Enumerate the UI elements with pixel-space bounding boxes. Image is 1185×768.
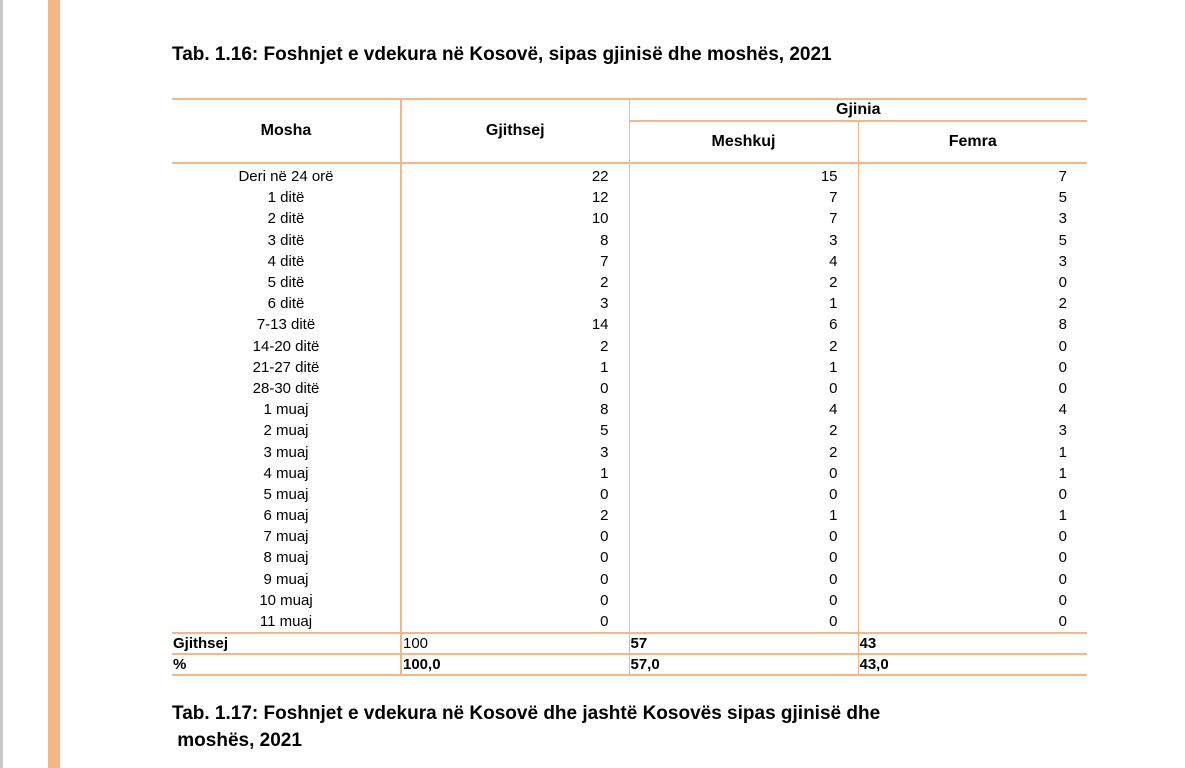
- row-total-cell: 2: [401, 336, 629, 357]
- row-age-cell: 2 ditë: [172, 208, 401, 229]
- row-male-cell: 4: [629, 399, 858, 420]
- table-percent-row: [172, 654, 1087, 675]
- row-male-cell: 0: [629, 611, 858, 633]
- row-total-cell: 0: [401, 526, 629, 547]
- table-row: [172, 590, 1087, 611]
- row-female-cell: 1: [1058, 507, 1068, 525]
- row-age-cell: 5 ditë: [172, 272, 401, 293]
- row-age-cell: 3 ditë: [172, 230, 401, 251]
- table-row: [172, 251, 1087, 272]
- row-total-cell: 3: [401, 441, 629, 462]
- table-row: [172, 230, 1087, 251]
- next-table-title-line1: Tab. 1.17: Foshnjet e vdekura në Kosovë dhe jashtë Kosovës sipas gjinisë dhe: [172, 703, 881, 724]
- row-male-cell: 6: [629, 314, 858, 335]
- table-row: [172, 163, 1087, 187]
- row-age-cell: 7-13 ditë: [172, 314, 401, 335]
- table-row: [172, 208, 1087, 229]
- next-table-title: [172, 700, 880, 754]
- row-age-cell: 21-27 ditë: [172, 357, 401, 378]
- row-age-cell: 8 muaj: [172, 547, 401, 568]
- row-total-cell: 10: [401, 208, 629, 229]
- row-male-cell: 7: [629, 187, 858, 208]
- row-female-cell: 0: [1058, 528, 1068, 546]
- row-male-cell: 1: [629, 505, 858, 526]
- table-row: [172, 399, 1087, 420]
- row-age-cell: Deri në 24 orë: [172, 163, 401, 187]
- row-female-cell: 0: [1058, 591, 1068, 609]
- percent-row-label: %: [172, 654, 401, 675]
- table-total-row: [172, 633, 1087, 654]
- row-male-cell: 3: [629, 230, 858, 251]
- row-total-cell: 12: [401, 187, 629, 208]
- next-table-title-line2: moshës, 2021: [172, 730, 302, 751]
- page-accent-bar: [48, 0, 60, 768]
- total-row-label: Gjithsej: [172, 633, 401, 654]
- row-male-cell: 1: [629, 357, 858, 378]
- row-total-cell: 1: [401, 463, 629, 484]
- row-total-cell: 1: [401, 357, 629, 378]
- row-total-cell: 3: [401, 293, 629, 314]
- row-male-cell: 0: [629, 547, 858, 568]
- row-total-cell: 2: [401, 505, 629, 526]
- row-total-cell: 0: [401, 611, 629, 633]
- row-male-cell: 0: [629, 526, 858, 547]
- row-female-cell: 0: [1058, 549, 1068, 567]
- row-total-cell: 5: [401, 420, 629, 441]
- row-female-cell: 1: [1058, 464, 1068, 482]
- row-male-cell: 15: [629, 163, 858, 187]
- row-male-cell: 2: [629, 272, 858, 293]
- row-male-cell: 7: [629, 208, 858, 229]
- row-age-cell: 6 ditë: [172, 293, 401, 314]
- row-total-cell: 22: [401, 163, 629, 187]
- percent-row-female: 43,0: [858, 654, 1087, 675]
- header-age: Mosha: [172, 99, 401, 163]
- table-row: [172, 526, 1087, 547]
- table-body: [172, 163, 1087, 633]
- row-female-cell: 0: [1058, 379, 1068, 397]
- row-age-cell: 3 muaj: [172, 441, 401, 462]
- table-row: [172, 463, 1087, 484]
- row-female-cell: 7: [1058, 168, 1068, 186]
- row-total-cell: 14: [401, 314, 629, 335]
- row-age-cell: 1 ditë: [172, 187, 401, 208]
- row-female-cell: 0: [1058, 570, 1068, 588]
- row-total-cell: 0: [401, 484, 629, 505]
- row-total-cell: 0: [401, 569, 629, 590]
- table-row: [172, 484, 1087, 505]
- row-age-cell: 1 muaj: [172, 399, 401, 420]
- row-age-cell: 28-30 ditë: [172, 378, 401, 399]
- row-total-cell: 0: [401, 547, 629, 568]
- header-total: Gjithsej: [401, 99, 629, 163]
- table-row: [172, 569, 1087, 590]
- row-female-cell: 1: [1058, 443, 1068, 461]
- percent-row-male: 57,0: [629, 654, 858, 675]
- row-total-cell: 2: [401, 272, 629, 293]
- deaths-by-age-gender-table: [172, 98, 1087, 676]
- row-total-cell: 8: [401, 230, 629, 251]
- row-male-cell: 1: [629, 293, 858, 314]
- row-male-cell: 0: [629, 484, 858, 505]
- table-row: [172, 314, 1087, 335]
- row-female-cell: 0: [1058, 485, 1068, 503]
- row-male-cell: 2: [629, 420, 858, 441]
- table-row: [172, 611, 1087, 633]
- row-female-cell: 2: [1058, 295, 1068, 313]
- row-total-cell: 8: [401, 399, 629, 420]
- row-female-cell: 0: [1058, 337, 1068, 355]
- row-total-cell: 7: [401, 251, 629, 272]
- row-female-cell: 3: [1058, 252, 1068, 270]
- row-age-cell: 9 muaj: [172, 569, 401, 590]
- row-male-cell: 0: [629, 463, 858, 484]
- row-age-cell: 6 muaj: [172, 505, 401, 526]
- page-left-rule: [0, 0, 3, 768]
- header-female: Femra: [858, 121, 1087, 163]
- row-female-cell: 5: [1058, 231, 1068, 249]
- row-male-cell: 2: [629, 336, 858, 357]
- table-row: [172, 272, 1087, 293]
- row-female-cell: 0: [1058, 358, 1068, 376]
- header-gender-group: Gjinia: [629, 99, 1087, 121]
- table-row: [172, 420, 1087, 441]
- table-row: [172, 505, 1087, 526]
- row-female-cell: 3: [1058, 210, 1068, 228]
- percent-row-total: 100,0: [401, 654, 629, 675]
- row-age-cell: 4 muaj: [172, 463, 401, 484]
- total-row-female: 43: [858, 633, 1087, 654]
- row-female-cell: 5: [1058, 189, 1068, 207]
- table-row: [172, 336, 1087, 357]
- row-total-cell: 0: [401, 590, 629, 611]
- table-row: [172, 357, 1087, 378]
- row-male-cell: 0: [629, 590, 858, 611]
- row-female-cell: 3: [1058, 422, 1068, 440]
- row-age-cell: 4 ditë: [172, 251, 401, 272]
- row-female-cell: 0: [1058, 613, 1068, 631]
- row-female-cell: 4: [1058, 401, 1068, 419]
- row-age-cell: 14-20 ditë: [172, 336, 401, 357]
- table-row: [172, 441, 1087, 462]
- row-age-cell: 2 muaj: [172, 420, 401, 441]
- table-row: [172, 293, 1087, 314]
- row-total-cell: 0: [401, 378, 629, 399]
- row-age-cell: 7 muaj: [172, 526, 401, 547]
- row-male-cell: 2: [629, 441, 858, 462]
- table-row: [172, 547, 1087, 568]
- row-age-cell: 11 muaj: [172, 611, 401, 633]
- table-row: [172, 187, 1087, 208]
- data-table-container: [172, 98, 1087, 676]
- row-female-cell: 8: [1058, 316, 1068, 334]
- total-row-male: 57: [629, 633, 858, 654]
- total-row-total: 100: [401, 633, 629, 654]
- row-male-cell: 0: [629, 378, 858, 399]
- row-age-cell: 10 muaj: [172, 590, 401, 611]
- row-male-cell: 0: [629, 569, 858, 590]
- header-male: Meshkuj: [629, 121, 858, 163]
- table-row: [172, 378, 1087, 399]
- row-age-cell: 5 muaj: [172, 484, 401, 505]
- table-title: Tab. 1.16: Foshnjet e vdekura në Kosovë, sipas gjinisë dhe moshës, 2021: [172, 44, 832, 65]
- row-female-cell: 0: [1058, 274, 1068, 292]
- row-male-cell: 4: [629, 251, 858, 272]
